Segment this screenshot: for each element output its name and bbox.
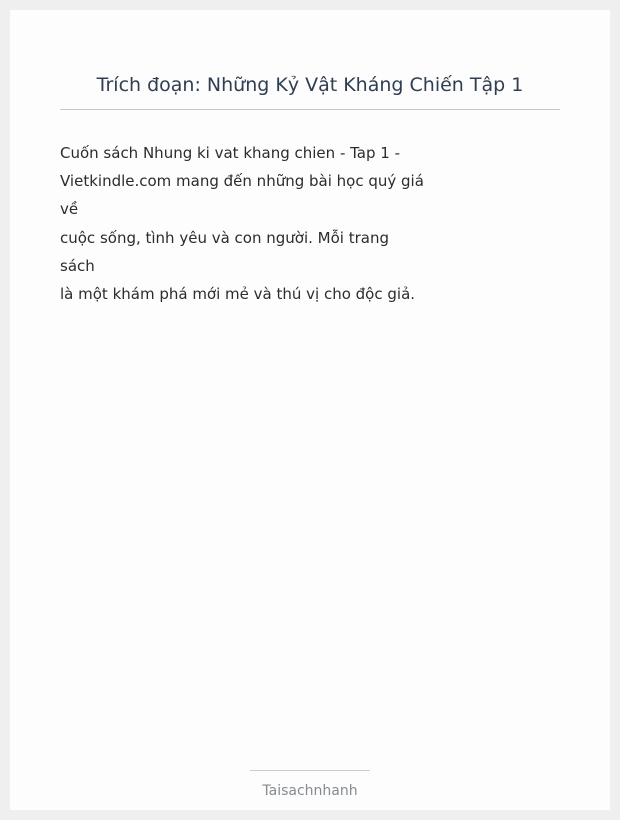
footer-divider [250, 770, 370, 771]
excerpt-line: sách [60, 256, 95, 275]
excerpt-line: là một khám phá mới mẻ và thú vị cho độc giả. [60, 285, 416, 304]
excerpt-line: Vietkindle.com mang đến những bài học quý giá [60, 172, 424, 191]
excerpt-line: Cuốn sách Nhung ki vat khang chien - Tap 1 - [60, 144, 401, 162]
document-page [10, 10, 610, 810]
document-title: Trích đoạn: Những Kỷ Vật Kháng Chiến Tập 1 [96, 74, 524, 96]
excerpt-line: về [60, 200, 79, 219]
title-divider [60, 109, 560, 110]
excerpt-line: cuộc sống, tình yêu và con người. Mỗi trang [60, 228, 389, 247]
excerpt-paragraph [60, 139, 424, 308]
footer-source: Taisachnhanh [262, 783, 358, 799]
